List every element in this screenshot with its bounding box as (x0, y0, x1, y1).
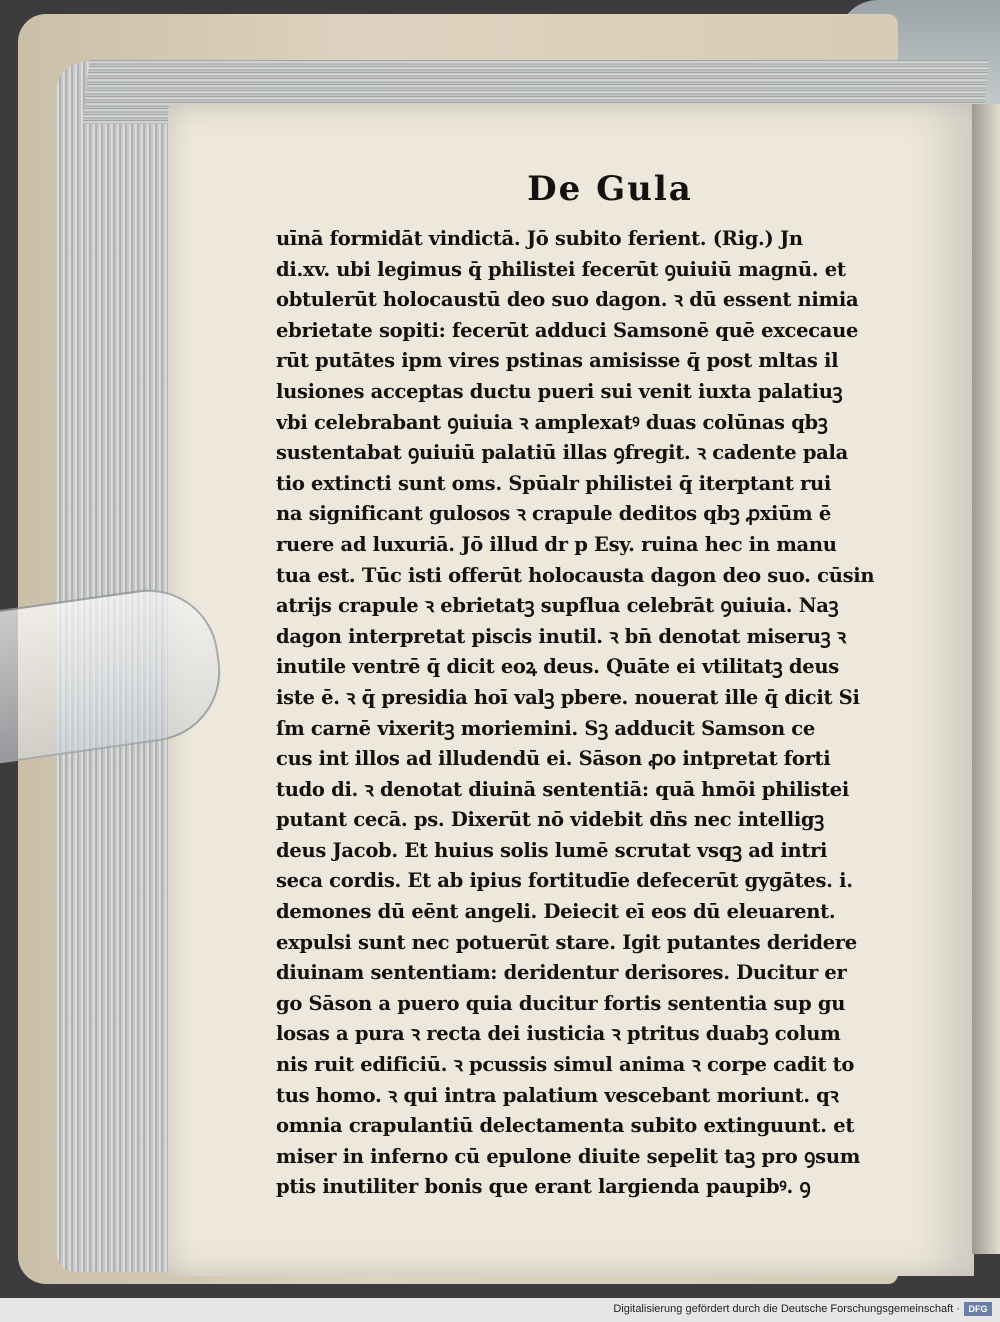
text-line: ebrietate sopiti: fecerūt adduci Samsonē quē excecaue (276, 318, 859, 342)
text-line: nis ruit edificiū. ꝛ pcussis simul anima ꝛ corpe cadit to (276, 1053, 855, 1077)
text-line: cus int illos ad illudendū ei. Sāson ꝓo intpretat forti (276, 747, 831, 771)
text-line: vbi celebrabant ꝯuiuia ꝛ amplexatꝰ duas colūnas qbꝫ (276, 410, 828, 434)
text-line: putant cecā. ps. Dixerūt nō videbit dn̄s nec intelligꝫ (276, 808, 824, 832)
text-line: miser in inferno cū epulone diuite sepelit taꝫ pro ꝯsum (276, 1144, 861, 1168)
text-line: losas a pura ꝛ recta dei iusticia ꝛ ptritus duabꝫ colum (276, 1022, 841, 1046)
text-line: inutile ventrē q̄ dicit eoꝝ deus. Quāte ei vtilitatꝫ deus (276, 655, 839, 679)
text-line: ſm carnē vixeritꝫ moriemini. Sꝫ adducit Samson ce (276, 716, 815, 740)
text-lines (276, 224, 904, 1203)
text-line: seca cordis. Et ab ipius fortitudīe defecerūt gygātes. i. (276, 869, 853, 893)
text-line: go Sāson a puero quia ducitur fortis sententia sup gu (276, 991, 846, 1015)
text-line: obtulerūt holocaustū deo suo dagon. ꝛ dū essent nimia (276, 288, 859, 312)
footer-bar (0, 1298, 1000, 1322)
text-line: iste ē. ꝛ q̄ presidia hoī valꝫ pbere. nouerat ille q̄ dicit Si (276, 685, 860, 709)
text-line: na significant gulosos ꝛ crapule deditos qbꝫ ꝓxiūm ē (276, 502, 831, 526)
text-line: ruere ad luxuriā. Jō illud dr p Esy. ruina hec in manu (276, 532, 837, 556)
text-line: tio extincti sunt oms. Spūalr philistei q̄ iterptant rui (276, 471, 831, 495)
text-line: tudo di. ꝛ denotat diuinā sententiā: quā hmōi philistei (276, 777, 849, 801)
text-line: ptis inutiliter bonis que erant largienda paupibꝰ. ꝯ (276, 1175, 811, 1199)
text-line: uīnā formidāt vindictā. Jō subito ferient. (Rig.) Jn (276, 227, 803, 250)
text-line: rūt putātes ipm vires pstinas amisisse q̄ post mltas il (276, 349, 839, 373)
text-line: diuinam sententiam: deridentur derisores. Ducitur er (276, 961, 847, 985)
text-line: deus Jacob. Et huius solis lumē scrutat vsqꝫ ad intri (276, 838, 828, 862)
text-line: omnia crapulantiū delectamenta subito extinguunt. et (276, 1114, 855, 1138)
text-line: tua est. Tūc isti offerūt holocausta dagon deo suo. cūsin (276, 563, 875, 587)
text-line: sustentabat ꝯuiuiū palatiū illas ꝯfregit. ꝛ cadente pala (276, 441, 848, 465)
text-line: demones dū eēnt angeli. Deiecit eī eos dū eleuarent. (276, 900, 836, 924)
text-line: lusiones acceptas ductu pueri sui venit iuxta palatiuꝫ (276, 379, 843, 403)
funding-credit: Digitalisierung gefördert durch die Deutsche Forschungsgemeinschaft · (613, 1303, 960, 1315)
text-line: di.xv. ubi legimus q̄ philistei fecerūt ꝯuiuiū magnū. et (276, 257, 846, 281)
dfg-logo-icon: DFG (964, 1302, 992, 1316)
text-line: atrijs crapule ꝛ ebrietatꝫ supflua celebrāt ꝯuiuia. Naꝫ (276, 594, 839, 618)
facing-page (972, 104, 1000, 1254)
text-line: dagon interpretat piscis inutil. ꝛ bn̄ denotat miseruꝫ ꝛ (276, 624, 846, 648)
text-line: tus homo. ꝛ qui intra palatium vescebant moriunt. qꝛ (276, 1083, 839, 1107)
text-line: expulsi sunt nec potuerūt stare. Igit putantes deridere (276, 930, 857, 954)
page-text-block (276, 168, 904, 1203)
running-head: De Gula (527, 169, 693, 209)
